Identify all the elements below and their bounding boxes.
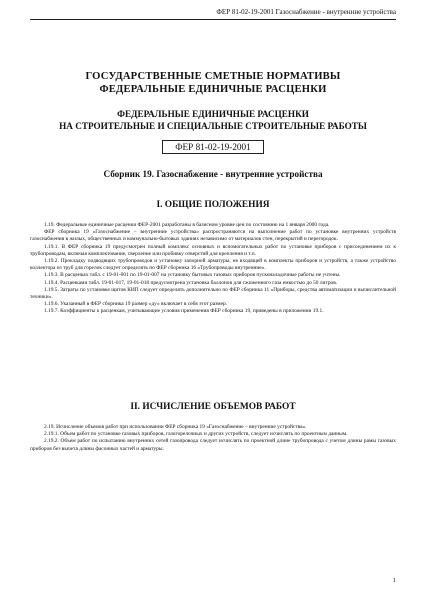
paragraph: 2.19.2. Объем работ по испытанию внутренних сетей газопровода следует исчислять по проектной длине трубопровода с учетом длины рамы газовых приборов без вычета длины фасонных частей и арматуры. — [30, 438, 396, 452]
paragraph: 1.19.4. Расценками табл. 19-01-017, 19-01-018 предусмотрена установка баллонов для сжиженного газа емкостью до 50 литров. — [44, 279, 338, 286]
paragraph: 1.19.6. Указанный в ФЕР сборника 19 размер «ду» включает в себя этот размер. — [44, 301, 228, 308]
paragraph: 1.19.2. Прокладку подводящих трубопроводов и установку запорной арматуры, не входящей в комплекты приборов и устройств, а также устройство коллектора из труб для горелок следует определять по ФЕР сборника 16 «Трубопроводы внутренние». — [30, 258, 396, 272]
header-rule — [30, 19, 396, 20]
paragraph: ФЕР сборника 19 «Газоснабжение – внутренние устройства» распространяются на выполнение работ по установке внутренних устройств газоснабжения в жилых, общественных и коммунально-бытовых зданиях независимо от материалов стен, перекрытий и перегородок. — [30, 229, 396, 243]
section-1-body — [30, 222, 396, 316]
section-2-heading: II. ИСЧИСЛЕНИЕ ОБЪЕМОВ РАБОТ — [130, 402, 296, 412]
paragraph: 1.19.1. В ФЕР сборника 19 предусмотрен полный комплекс основных и вспомогательных работ по установке приборов с присоединением их к трубопроводам, включая комплектование, сверление или пробивку отверстий для крепления и т.п. — [30, 243, 396, 257]
subtitle-line-2: НА СТРОИТЕЛЬНЫЕ И СПЕЦИАЛЬНЫЕ СТРОИТЕЛЬНЫЕ РАБОТЫ — [59, 120, 367, 131]
paragraph: 1.19.7. Коэффициенты к расценкам, учитывающие условия применения ФЕР сборника 19, приведены в приложении 19.1. — [44, 308, 324, 315]
running-header: ФЕР 81-02-19-2001 Газоснабжение - внутренние устройства — [216, 8, 396, 16]
section-2-body — [30, 424, 396, 453]
main-title-line-2: ФЕДЕРАЛЬНЫЕ ЕДИНИЧНЫЕ РАСЦЕНКИ — [99, 84, 327, 95]
paragraph: 2.19.1. Объем работ по установке газовых приборов, газогорелочных и других устройств, следует исчислять по проектным данным. — [44, 431, 348, 438]
main-title-line-1: ГОСУДАРСТВЕННЫЕ СМЕТНЫЕ НОРМАТИВЫ — [85, 71, 341, 82]
document-code-box: ФЕР 81-02-19-2001 — [162, 140, 263, 154]
title-block — [30, 70, 396, 179]
paragraph: 1.19. Федеральные единичные расценки ФЕР-2001 разработаны в базисном уровне цен по состоянию на 1 января 2000 года. — [44, 222, 330, 228]
collection-title: Сборник 19. Газоснабжение - внутренние устройства — [103, 169, 323, 179]
paragraph: 1.19.5. Затраты по установке щитов КИП следует определять дополнительно по ФЕР сборника 11 «Приборы, средства автоматизации и вычислительной техники». — [30, 286, 396, 301]
subtitle-line-1: ФЕДЕРАЛЬНЫЕ ЕДИНИЧНЫЕ РАСЦЕНКИ — [117, 109, 309, 119]
page-number: 1 — [392, 577, 396, 584]
section-1-heading: I. ОБЩИЕ ПОЛОЖЕНИЯ — [156, 200, 270, 210]
paragraph: 2.19. Исчисление объемов работ при использовании ФЕР сборника 19 «Газоснабжение – внутренние устройства». — [44, 424, 307, 430]
paragraph: 1.19.3. В расценках табл. с 19-01-001 по 19-01-007 на установку бытовых газовых приборов пусконаладочные работы не учтены. — [44, 272, 341, 279]
